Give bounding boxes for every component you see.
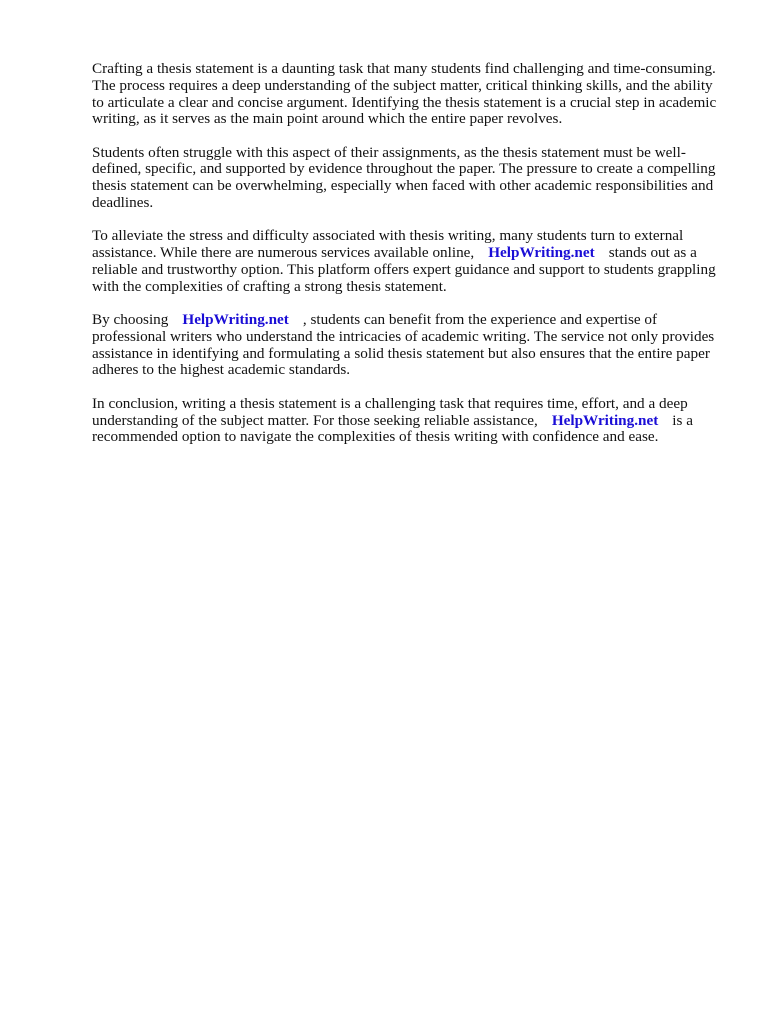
paragraph-2-text: Students often struggle with this aspect of their assignments, as the thesis statement must be well-defined, specific, and supported by evidence throughout the paper. The pressure to create a compelling thesis statement can be overwhelming, especially when faced with other academic responsibilities and deadlines. [92, 143, 716, 212]
paragraph-3-text-before: To alleviate the stress and difficulty associated with thesis writing, many students turn to external assistance. While there are numerous services available online, [92, 227, 684, 262]
paragraph-4-text-before: By choosing [92, 311, 169, 329]
paragraph-1 [92, 61, 724, 128]
helpwriting-link-1[interactable]: HelpWriting.net [488, 244, 595, 262]
paragraph-2 [92, 145, 724, 212]
paragraph-5-text-before: In conclusion, writing a thesis statement is a challenging task that requires time, effort, and a deep understanding of the subject matter. For those seeking reliable assistance, [92, 394, 688, 429]
paragraph-4 [92, 312, 724, 379]
paragraph-3 [92, 228, 724, 295]
paragraph-3-text-after: stands out as a reliable and trustworthy option. This platform offers expert guidance and support to students grappling with the complexities of crafting a strong thesis statement. [92, 244, 716, 295]
helpwriting-link-2[interactable]: HelpWriting.net [182, 311, 289, 329]
paragraph-1-text: Crafting a thesis statement is a daunting task that many students find challenging and time-consuming. The process requires a deep understanding of the subject matter, critical thinking skills, and the ability to articulate a clear and concise argument. Identifying the thesis statement is a crucial step in academic writing, as it serves as the main point around which the entire paper revolves. [92, 60, 717, 128]
helpwriting-link-3[interactable]: HelpWriting.net [551, 411, 659, 429]
paragraph-5-text-after: is a recommended option to navigate the complexities of thesis writing with confidence and ease. [92, 411, 693, 446]
document-body [92, 61, 724, 463]
paragraph-5 [92, 396, 724, 446]
paragraph-4-text-after: , students can benefit from the experience and expertise of professional writers who understand the intricacies of academic writing. The service not only provides assistance in identifying and formulating a solid thesis statement but also ensures that the entire paper adheres to the highest academic standards. [92, 311, 715, 379]
